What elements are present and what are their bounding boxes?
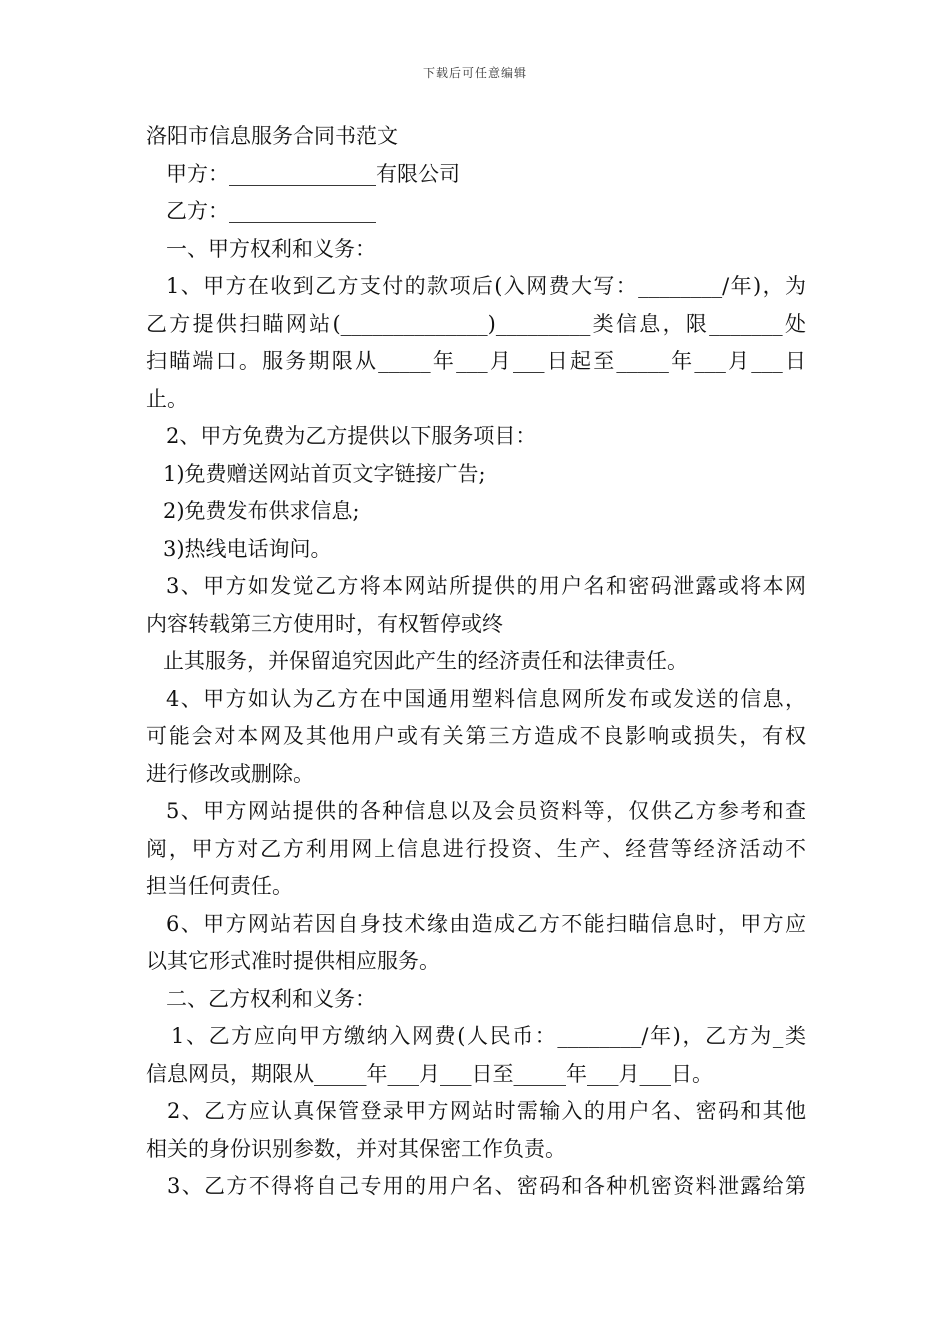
text-line: 阅，甲方对乙方利用网上信息进行投资、生产、经营等经济活动不 (146, 836, 806, 861)
text-line: 担当任何责任。 (146, 874, 293, 898)
text-line: 2)免费发布供求信息; (163, 499, 360, 523)
text-line: 一、甲方权利和义务： (166, 236, 376, 261)
document-title: 洛阳市信息服务合同书范文 (146, 124, 398, 148)
text-line: 3)热线电话询问。 (163, 536, 332, 561)
text-line: 乙方提供扫瞄网站(______________)_________类信息，限_______处 (146, 311, 806, 336)
text-line: 进行修改或删除。 (146, 761, 314, 786)
text-line: 6、甲方网站若因自身技术缘由造成乙方不能扫瞄信息时，甲方应 (166, 911, 806, 936)
text-line: 扫瞄端口。服务期限从_____年___月___日起至_____年___月___日 (146, 349, 806, 373)
text-line: 3、乙方不得将自己专用的用户名、密码和各种机密资料泄露给第 (167, 1174, 806, 1198)
text-line: 5、甲方网站提供的各种信息以及会员资料等，仅供乙方参考和查 (166, 799, 806, 823)
text-line: 4、甲方如认为乙方在中国通用塑料信息网所发布或发送的信息， (166, 686, 806, 711)
text-line: 内容转载第三方使用时，有权暂停或终 (146, 611, 503, 636)
text-line: 2、甲方免费为乙方提供以下服务项目： (166, 424, 537, 448)
text-line: 可能会对本网及其他用户或有关第三方造成不良影响或损失，有权 (146, 724, 806, 748)
text-line: 以其它形式准时提供相应服务。 (146, 949, 440, 973)
text-line: 2、乙方应认真保管登录甲方网站时需输入的用户名、密码和其他 (167, 1099, 806, 1123)
page-header: 下载后可任意编辑 (422, 66, 527, 80)
text-line: 3、甲方如发觉乙方将本网站所提供的用户名和密码泄露或将本网 (166, 574, 806, 598)
document-body (146, 118, 806, 1206)
text-line: 止其服务，并保留追究因此产生的经济责任和法律责任。 (163, 649, 688, 673)
text-line: 信息网员，期限从_____年___月___日至_____年___月___日。 (146, 1061, 713, 1086)
text-line: 乙方：______________ (166, 199, 376, 223)
text-line: 1、乙方应向甲方缴纳入网费(人民币：________/年)，乙方为_类 (171, 1024, 806, 1048)
text-line: 1、甲方在收到乙方支付的款项后(入网费大写：________/年)，为 (166, 274, 806, 298)
text-line: 二、乙方权利和义务： (166, 986, 376, 1011)
text-line: 甲方：______________有限公司 (166, 161, 460, 186)
text-line: 相关的身份识别参数，并对其保密工作负责。 (146, 1136, 566, 1161)
text-line: 止。 (146, 386, 188, 411)
text-line: 1)免费赠送网站首页文字链接广告; (163, 461, 486, 486)
